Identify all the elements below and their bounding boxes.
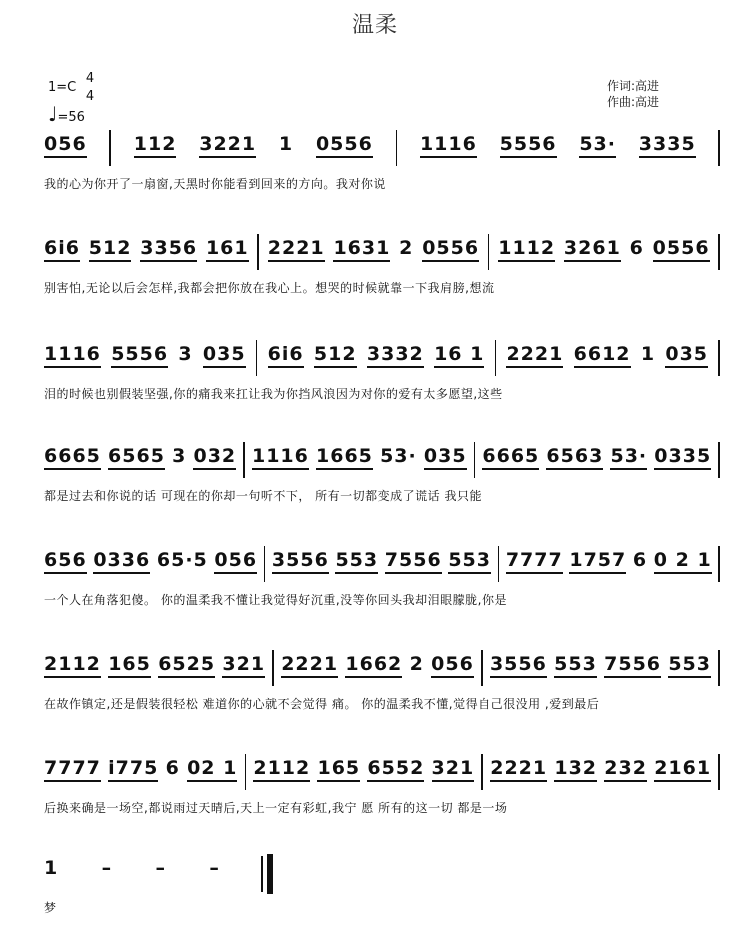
note-group: 321 <box>222 648 265 678</box>
note-group: 0556 <box>422 232 479 262</box>
barline <box>718 130 720 166</box>
lyric-line: 在故作镇定,还是假装很轻松 难道你的心就不会觉得 痛。 你的温柔我不懂,觉得自己很没用 ,爱到最后 <box>44 697 600 711</box>
note-group: 1662 <box>345 648 402 678</box>
note-group: 7777 <box>506 544 563 574</box>
notes-line <box>44 338 720 380</box>
lyric-line: 我的心为你开了一扇窗,天黑时你能看到回来的方向。我对你说 <box>44 177 386 191</box>
note-group: 2 <box>399 237 414 259</box>
tempo-marking <box>48 102 85 126</box>
note-group: 0556 <box>653 232 710 262</box>
notes-line <box>44 440 720 482</box>
note-group: 6 <box>165 757 180 779</box>
system-1 <box>0 128 750 214</box>
system-5 <box>0 544 750 630</box>
notes-line <box>44 648 720 690</box>
barline <box>257 234 259 270</box>
system-6 <box>0 648 750 734</box>
notes-line <box>44 128 720 170</box>
note-group: 1665 <box>316 440 373 470</box>
barline <box>245 754 247 790</box>
note-group: 2161 <box>654 752 711 782</box>
note-group: 232 <box>604 752 647 782</box>
note-group: 6i6 <box>44 232 80 262</box>
note-group: 035 <box>665 338 708 368</box>
note-group: 3 <box>172 445 187 467</box>
note-group: 1112 <box>498 232 555 262</box>
note-group: 6612 <box>574 338 631 368</box>
note-group: 1116 <box>420 128 477 158</box>
note-group: 6565 <box>108 440 165 470</box>
note-group: 035 <box>203 338 246 368</box>
note-group: 3261 <box>564 232 621 262</box>
barline <box>495 340 497 376</box>
note-group: 112 <box>134 128 177 158</box>
note-group: 7556 <box>604 648 661 678</box>
note-group: 53· <box>579 128 616 158</box>
note-group: 2112 <box>253 752 310 782</box>
note-group: 0336 <box>93 544 150 574</box>
system-2 <box>0 232 750 318</box>
note-group: 056 <box>44 128 87 158</box>
note-group: 3 <box>178 343 193 365</box>
note-group: 7777 <box>44 752 101 782</box>
note-group: 656 <box>44 544 87 574</box>
note-group: 035 <box>424 440 467 470</box>
barline <box>109 130 111 166</box>
note-group: 1 <box>44 857 59 879</box>
note-group: 1631 <box>333 232 390 262</box>
song-title: 温柔 <box>351 13 398 38</box>
time-signature-bottom: 4 <box>85 89 95 104</box>
barline <box>481 754 483 790</box>
quarter-note-icon: ♩ <box>48 102 58 126</box>
notes-line <box>44 232 720 274</box>
barline <box>488 234 490 270</box>
note-group: 165 <box>108 648 151 678</box>
lyric-line: 都是过去和你说的话 可现在的你却一句听不下， 所有一切都变成了谎话 我只能 <box>44 489 482 503</box>
barline <box>474 442 476 478</box>
note-group: 6525 <box>158 648 215 678</box>
lyric-line: 梦 <box>44 901 57 915</box>
barline <box>718 754 720 790</box>
final-barline-mark <box>267 854 273 894</box>
note-group: 53· <box>610 440 647 470</box>
note-group: 0556 <box>316 128 373 158</box>
note-group: 165 <box>317 752 360 782</box>
note-group: 3556 <box>272 544 329 574</box>
barline <box>396 130 398 166</box>
note-group: 032 <box>193 440 236 470</box>
note-group: 2221 <box>281 648 338 678</box>
note-group: 6665 <box>482 440 539 470</box>
note-group: 1757 <box>569 544 626 574</box>
barline <box>718 340 720 376</box>
barline <box>718 234 720 270</box>
lyric-line: 别害怕,无论以后会怎样,我都会把你放在我心上。想哭的时候就靠一下我肩膀,想流 <box>44 281 495 295</box>
note-group: 2 <box>409 653 424 675</box>
note-group: 3332 <box>367 338 424 368</box>
note-group: 6 <box>632 549 648 571</box>
notes-line <box>44 852 274 894</box>
system-4 <box>0 440 750 526</box>
note-group: i775 <box>108 752 158 782</box>
system-7 <box>0 752 750 838</box>
note-group: 553 <box>668 648 711 678</box>
barline <box>718 442 720 478</box>
note-group: 3221 <box>199 128 256 158</box>
note-group: 0335 <box>654 440 711 470</box>
note-group: 53· <box>380 445 417 467</box>
note-group: 02 1 <box>187 752 237 782</box>
time-signature-top: 4 <box>85 71 95 86</box>
barline <box>718 650 720 686</box>
note-group: 1116 <box>252 440 309 470</box>
composer: 作曲:高进 <box>607 95 660 109</box>
note-group: 056 <box>431 648 474 678</box>
note-group: 512 <box>314 338 357 368</box>
note-group: 321 <box>432 752 475 782</box>
barline <box>481 650 483 686</box>
barline <box>264 546 266 582</box>
time-signature <box>84 70 96 106</box>
note-group: 16 1 <box>434 338 484 368</box>
note-group: 132 <box>554 752 597 782</box>
dash: – <box>101 857 113 879</box>
note-group: 7556 <box>385 544 442 574</box>
final-barline <box>263 852 274 894</box>
system-3 <box>0 338 750 424</box>
note-group: 6i6 <box>268 338 304 368</box>
notes-line <box>44 752 720 794</box>
note-group: 1116 <box>44 338 101 368</box>
barline <box>272 650 274 686</box>
barline <box>498 546 500 582</box>
note-group: 6665 <box>44 440 101 470</box>
credits <box>607 78 659 110</box>
note-group: 3556 <box>490 648 547 678</box>
note-group: 2221 <box>268 232 325 262</box>
note-group: 161 <box>206 232 249 262</box>
note-group: 056 <box>214 544 257 574</box>
lyric-line: 泪的时候也别假装坚强,你的痛我来扛让我为你挡风浪因为对你的爱有太多愿望,这些 <box>44 387 503 401</box>
note-group: 2221 <box>490 752 547 782</box>
note-group: 65·5 <box>156 549 208 571</box>
dash: – <box>155 857 167 879</box>
note-group: 3335 <box>639 128 696 158</box>
key-signature: 1=C <box>48 80 77 95</box>
note-group: 553 <box>554 648 597 678</box>
note-group: 5556 <box>500 128 557 158</box>
note-group: 0 2 1 <box>654 544 712 574</box>
note-group: 553 <box>448 544 491 574</box>
lyric-line: 一个人在角落犯傻。 你的温柔我不懂让我觉得好沉重,没等你回头我却泪眼朦胧,你是 <box>44 593 507 607</box>
note-group: 512 <box>89 232 132 262</box>
barline <box>718 546 720 582</box>
system-8 <box>0 852 750 938</box>
notes-line <box>44 544 720 586</box>
note-group: 5556 <box>111 338 168 368</box>
note-group: 2221 <box>506 338 563 368</box>
note-group: 6563 <box>546 440 603 470</box>
note-group: 553 <box>335 544 378 574</box>
lyricist: 作词:高进 <box>607 79 660 93</box>
note-group: 6552 <box>367 752 424 782</box>
dash: – <box>209 857 220 879</box>
note-group: 1 <box>278 133 294 155</box>
note-group: 6 <box>629 237 644 259</box>
tempo-value: =56 <box>57 110 85 125</box>
barline <box>243 442 245 478</box>
note-group: 3356 <box>140 232 197 262</box>
note-group: 1 <box>640 343 656 365</box>
final-barline-text <box>273 894 274 895</box>
note-group: 2112 <box>44 648 101 678</box>
lyric-line: 后换来确是一场空,都说雨过天晴后,天上一定有彩虹,我宁 愿 所有的这一切 都是一场 <box>44 801 508 815</box>
barline <box>256 340 258 376</box>
